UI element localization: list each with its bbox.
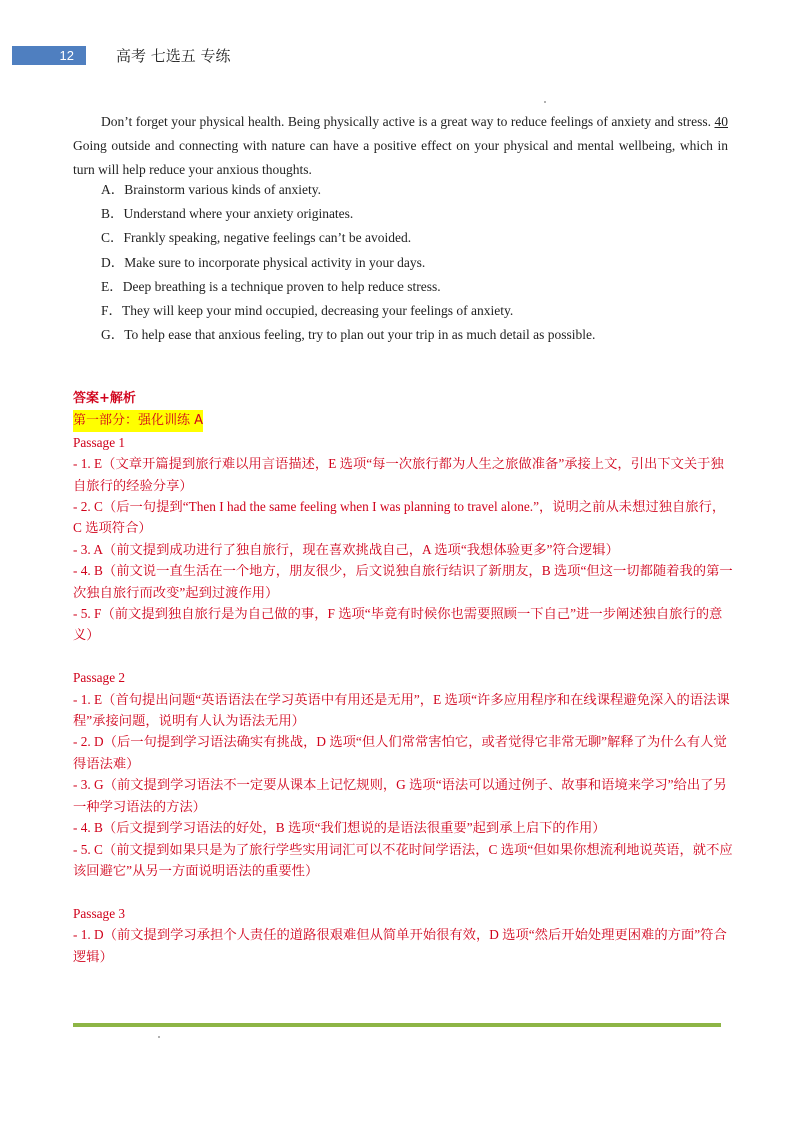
page-header-title: 高考 七选五 专练	[116, 47, 231, 65]
section-label: 第一部分：强化训练 A	[73, 410, 203, 431]
option-f: F．They will keep your mind occupied, decreasing your feelings of anxiety.	[101, 303, 514, 319]
answer-item: - 1. D（前文提到学习承担个人责任的道路很艰难但从简单开始很有效，D 选项“然后开始处理更困难的方面”符合逻辑）	[73, 927, 727, 964]
stray-dot	[158, 1036, 160, 1038]
passage-paragraph	[73, 110, 728, 182]
answer-item: - 3. G（前文提到学习语法不一定要从课本上记忆规则，G 选项“语法可以通过例子、故事和语境来学习”给出了另一种学习语法的方法）	[73, 777, 727, 814]
answer-item: - 1. E（文章开篇提到旅行难以用言语描述，E 选项“每一次旅行都为人生之旅做准备”承接上文，引出下文关于独自旅行的经验分享）	[73, 456, 724, 493]
passage-title: Passage 2	[73, 670, 126, 686]
answer-item: - 4. B（前文说一直生活在一个地方，朋友很少，后文说独自旅行结识了新朋友，B 选项“但这一切都随着我的第一次独自旅行而改变”起到过渡作用）	[73, 563, 733, 600]
answer-item: - 1. E（首句提出问题“英语语法在学习英语中有用还是无用”，E 选项“许多应用程序和在线课程避免深入的语法课程”承接问题，说明有人认为语法无用）	[73, 691, 730, 729]
answer-item: - 5. F（前文提到独自旅行是为自己做的事，F 选项“毕竟有时候你也需要照顾一下自己”进一步阐述独自旅行的意义）	[73, 606, 723, 643]
option-d: D．Make sure to incorporate physical activity in your days.	[101, 254, 426, 270]
answer-item: - 3. A（前文提到成功进行了独自旅行，现在喜欢挑战自己，A 选项“我想体验更多”符合逻辑）	[73, 541, 619, 557]
passage-text	[73, 110, 728, 182]
passage-title: Passage 3	[73, 905, 126, 921]
option-g: G．To help ease that anxious feeling, try to plan out your trip in as much detail as possible.	[101, 327, 596, 343]
answer-item: - 2. D（后一句提到学习语法确实有挑战，D 选项“但人们常常害怕它，或者觉得它非常无聊”解释了为什么有人觉得语法难）	[73, 734, 727, 771]
stray-dot	[544, 101, 546, 103]
options-list	[101, 178, 595, 347]
page-number-badge: 12	[12, 46, 86, 65]
passage-text-before: Don’t forget your physical health. Being physically active is a great way to reduce feelings of anxiety and stress.	[101, 114, 715, 129]
answers-section	[73, 388, 733, 967]
footer-divider	[73, 1023, 721, 1027]
blank-number: 40	[714, 114, 728, 129]
option-b: B．Understand where your anxiety originates.	[101, 206, 354, 222]
passage-title: Passage 1	[73, 434, 126, 450]
option-c: C．Frankly speaking, negative feelings can’t be avoided.	[101, 230, 412, 246]
answer-item: - 2. C（后一句提到“Then I had the same feeling when I was planning to travel alone.”，说明之前从未想过独自旅行，C 选项符合）	[73, 499, 726, 536]
option-a: A．Brainstorm various kinds of anxiety.	[101, 182, 321, 197]
passage-text-after: Going outside and connecting with nature can have a positive effect on your physical and mental wellbeing, which in turn will help reduce your anxious thoughts.	[73, 138, 728, 177]
option-e: E．Deep breathing is a technique proven to help reduce stress.	[101, 278, 441, 294]
answer-item: - 4. B（后文提到学习语法的好处，B 选项“我们想说的是语法很重要”起到承上启下的作用）	[73, 820, 606, 836]
answers-heading: 答案+解析	[73, 391, 136, 406]
answer-item: - 5. C（前文提到如果只是为了旅行学些实用词汇可以不花时间学语法，C 选项“但如果你想流利地说英语，就不应该回避它”从另一方面说明语法的重要性）	[73, 841, 733, 878]
